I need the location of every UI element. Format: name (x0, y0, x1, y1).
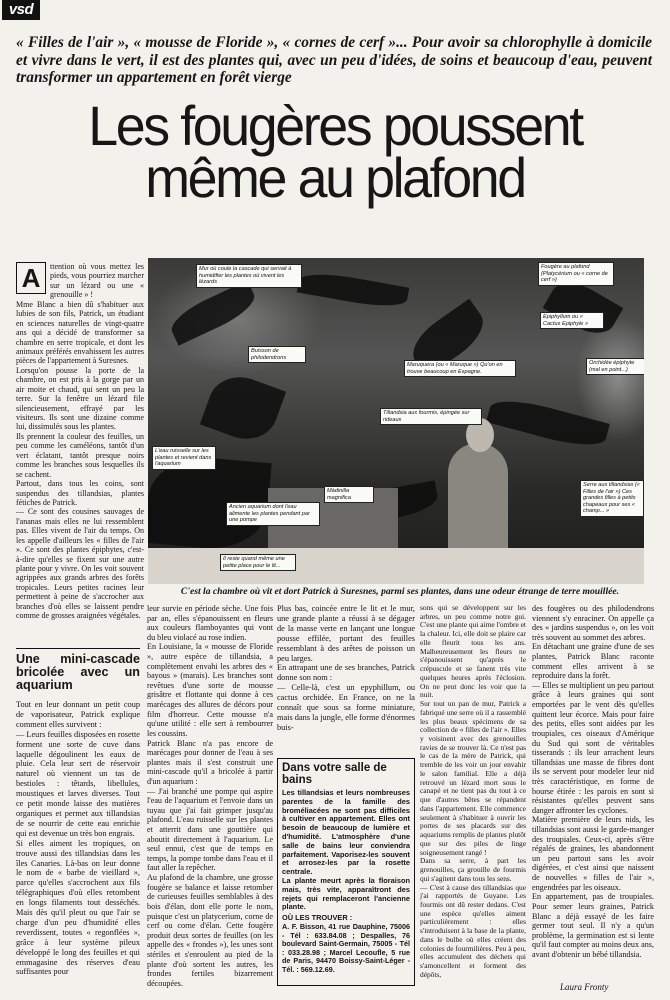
headline-line-1: Les fougères poussent (88, 94, 582, 157)
section-subhead: Une mini-cascade bricolée avec un aquarium (16, 648, 140, 692)
article-column-2 (147, 604, 273, 988)
column-4-paragraph: En détachant une graine d'une de ses plantes, Patrick Blanc raconte comment elles arrivent à se reproduire dans la forêt. (532, 642, 654, 681)
column-1-paragraph: Ils prennent la couleur des feuilles, un peu comme les caméléons, tantôt d'un vert éclatant, tantôt presque noirs comme les branches sous lesquelles ils se cachent. (16, 431, 144, 479)
article-column-2b (277, 604, 415, 733)
column-2b-paragraph: Plus bas, coincée entre le lit et le mur, une grande plante a réussi à se dégager de la masse verte en lançant une longue pousse effilée, portant des feuilles ressemblant à des arêtes de poisson un peu larges. (277, 604, 415, 663)
article-column-1 (16, 262, 144, 621)
column-2-paragraph: Patrick Blanc n'a pas encore de marécages pour donner de l'eau à ses plantes mais il s'est construit une mini-cascade qu'il a bricolée à partir d'un aquarium : (147, 738, 273, 786)
article-deck: « Filles de l'air », « mousse de Floride », « cornes de cerf »... Pour avoir sa chlorophylle à domicile et vivre dans le vert, il est des plantes qui, avec un peu d'idées, de soins et beaucoup d'eau, peuvent transformer un appartement en forêt vierge (16, 34, 652, 86)
sidebar-box-title: Dans votre salle de bains (282, 762, 387, 786)
photo-caption: C'est la chambre où vit et dort Patrick à Suresnes, parmi ses plantes, dans une odeur étrange de terre mouillée. (180, 586, 620, 597)
column-4-paragraph: En appartement, pas de troupiales. Pour semer leurs graines, Patrick Blanc a déjà essayé de les faire germer tout seul. Il n'y a qu'un problème, la germination est si lente qu'il faut compter au moins deux ans, avant d'obtenir un bébé tillandsia. (532, 892, 654, 959)
photo-label-lit: Il reste quand même une petite place pour le lit... (220, 554, 296, 571)
column-1-lower-paragraph: Tout en leur donnant un petit coup de vaporisateur, Patrick explique comment elles survivent : (16, 700, 140, 729)
column-2-paragraph: Au plafond de la chambre, une grosse fougère se balance et laisse retomber de curieuses feuilles semblables à des bois d'élan, dont elle porte le nom, puisque c'est un platycerium, corne de cerf ou corne d'élan. Cette fougère produit deux sortes de feuilles (on les appelle des « frondes »), les unes sont stériles et s'enroulent au pied de la plante d'où sortent les autres, les frondes fertiles bizarrement découpées. (147, 873, 273, 988)
headline-line-2: même au plafond (145, 146, 525, 209)
column-3-paragraph: sons qui se développent sur les arbres, un peu comme notre gui. C'est une plante qui aime l'ombre et la chaleur. Ici, elle doit se plaire car elle fleurit tous les ans. Malheureusement les fleurs ne s'épanouissent qu'après le crépuscule et se fanent très vite quelques heures après l'éclosion. On ne peut donc les voir que la nuit. (420, 603, 526, 700)
sidebar-box (277, 758, 415, 986)
drop-cap: A (16, 262, 46, 294)
article-headline (0, 94, 670, 209)
column-4-paragraph: — Elles se multiplient un peu partout grâce à leurs graines qui sont emportées par le vent dès qu'elles quittent leur écorce. Mais pour faire des petits, elles sont aidées par les troupiales, ces oiseaux d'Amérique du Sud qui sont de véritables tisserands : ils leur arrachent leurs tillandsias une masse de fibres dont ils se servent pour modeler leur nid très caractéristique, en forme de bourse étirée : les parois en sont si résistantes qu'elles peuvent sans danger affronter les cyclones. (532, 680, 654, 815)
photo-label-serre: Serre aux tillandsias (« Filles de l'air ») Ces grandes filles à petits chapeaux pour ses « champ... » (580, 480, 644, 517)
column-1-paragraph: Mme Blanc a bien dû s'habituer aux lubies de son fils, Patrick, un étudiant en sciences naturelles de vingt-quatre ans qui a décidé de transformer sa chambre en serre tropicale, et dont les animaux préférés envahissent les autres pièces de l'appartement à Suresnes. (16, 299, 144, 366)
photo-label-maruquera: Maruquera (ou « Maruque ») Qu'on en trouve beaucoup en Espagne. (404, 360, 516, 377)
photo-label-madinilla: Màdinilla magnifica (324, 486, 374, 503)
photo-label-orchidee: Orchidée épiphyte (mal en point...) (586, 358, 644, 375)
photo-label-aquarium: Ancien aquarium dont l'eau alimente les plantes pendant par une pompe (226, 502, 320, 526)
sidebar-box-text: Les tillandsias et leurs nombreuses parentes de la famille des broméliacées ne sont pas difficiles à cultiver en appartement. Elles ont besoin de beaucoup de lumière et d'humidité. L'atmosphère d'une salle de bains leur conviendra parfaitement. Vaporisez-les souvent et arrosez-les par la rosette centrale. (282, 788, 410, 877)
photo-label-fougere: Fougère au plafond (Platycérium ou « corne de cerf ») (538, 262, 614, 286)
column-2b-paragraph: — Celle-là, c'est un epyphillum, ou cactus orchidée. En France, on ne la connaît que sous sa forme miniature, mais dans la jungle, elle forme d'énormes buis- (277, 683, 415, 732)
magazine-logo: vsd (2, 0, 40, 20)
column-3-paragraph: — C'est à cause des tillandsias que j'ai rapportés de Guyane. Les fourmis ont dû rester dedans. C'est une espèce qu'elles aiment particulièrement : elles s'introduisent à la base de la plante, dans le bulbe où elles créent des colonies de fourmilières. Peu à peu, elles accumulent des déchets qui s'amoncellent et forment des dépôts, (420, 882, 526, 979)
article-column-4 (532, 604, 654, 960)
column-3-paragraph: Sur tout un pan de mur, Patrick a fabriqué une serre où il a rassemblé les plus beaux spécimens de sa collection de « filles de l'air ». Elles y voisinent avec des grenouilles ravies de se trouver là. Ce n'est pas le cas de la mère de Patrick, qui tremble de les voir un jour envahir le salon familial. Elle a déjà retrouvé un lézard mort sous le canapé et ne tient pas du tout à ce que d'autres bêtes se répandent dans l'appartement. Elle commence seulement à s'habituer à ouvrir les portes de ses placards sur des aquariums remplis de plantes plutôt que sur des piles de linge soigneusement rangé ! (420, 699, 526, 857)
photo-label-eau-ruisselle: L'eau ruisselle sur les plantes et revient dans l'aquarium (152, 446, 216, 470)
column-1-paragraph: — Ce sont des cousines sauvages de l'ananas mais elles ne lui ressemblent pas. Elles vivent de l'air du temps. On les appelle d'ailleurs les « filles de l'air ». Ce sont des plantes épiphytes, c'est-à-dire qu'elles se fixent sur une autre plante pour y vivre. On les voit souvent agrippées aux grands arbres des forêts tropicales. Leurs petites racines leur permettent à peine de s'accrocher aux branches d'où elles se laissent pendre comme de grosses araignées végétales. (16, 507, 144, 621)
column-1-lower-paragraph: — Leurs feuilles disposées en rosette forment une sorte de cuve dans laquelle dégoulinent les eaux de pluie. Cela leur sert de réservoir naturel où viennent un tas de bestioles : têtards, libellules, moustiques et larves diverses. Tout ce petit monde laisse des matières organiques et permet aux tillandsias de se nourrir de cette eau enrichie qui est devenue un très bon engrais. (16, 729, 140, 838)
column-1-paragraph: Partout, dans tous les coins, sont suspendus des tillandsias, plantes fétiches de Patrick. (16, 479, 144, 507)
article-photo (148, 258, 644, 584)
photo-label-tillandsia-fourmis: Tillandsia aux fourmis, épingée sur rideaux (380, 408, 482, 425)
sidebar-box-addresses: A. F. Bisson, 41 rue Dauphine, 75006 - Tél : 633.84.08 ; Despalles, 76 boulevard Saint-Germain, 75005 - Tél : 033.28.98 ; Marcel Lecoufle, 5 rue de Paris, 94470 Boissy-Saint-Léger - Tél. : 569.12.69. (282, 921, 410, 974)
intro-paragraph: ttention où vous mettez les pieds, vous pourriez marcher sur un lézard ou une « grenouille » ! (50, 262, 144, 300)
sidebar-box-where: OÙ LES TROUVER : (282, 913, 353, 923)
column-2-paragraph: — J'ai branché une pompe qui aspire l'eau de l'aquarium et l'envoie dans un tuyau que j'ai fait grimper jusqu'au plafond. L'eau ruisselle sur les plantes et atterrit dans une gouttière qui aboutit directement à l'aquarium. Le seul ennui, c'est que de temps en temps, la pompe tombe dans l'eau et il faut aller la repêcher. (147, 786, 273, 873)
column-3-paragraph: Dans sa serre, à part les grenouilles, ça grouille de fourmis qui s'agitent dans tous les sens. (420, 856, 526, 883)
article-column-3 (420, 604, 526, 980)
column-1-lower-paragraph: Si elles aiment les tropiques, on trouve aussi des tillandsias dans les îles Canaries. Là-bas on leur donne le nom de « barbe de vieillard », parce qu'elles s'accrochent aux fils télégraphiques d'où elles retombent en longs filaments tout desséchés. Mais dès qu'il pleut ou que l'air se charge d'un peu d'humidité elles reverdissent, toutes « regonflées », grâce à leur système pileux développé le long des feuilles et qui emmagasine des réserves d'eau suffisantes pour (16, 838, 140, 977)
column-2-paragraph: leur survie en période sèche. Une fois par an, elles s'épanouissent en fleurs aux couleurs flamboyantes qui vont du bleu violacé au rose indien. (147, 604, 273, 642)
photo-label-epiphyllum: Epiphyllum ou « Cactus Epiphyle » (540, 312, 604, 329)
photo-label-philodendrons: Buisson de philodendrons (248, 346, 306, 363)
column-2-paragraph: En Louisiane, la « mousse de Floride », autre espèce de tillandsia, a complètement envahi les arbres des « bayous » (marais). Les branches sont revêtues d'une sorte de mousse grisâtre et flottante qui donne à ces marécages des allures de décors pour film d'horreur. Cette mousse n'a qu'une utilité : elle sert à rembourrer les coussins. (147, 642, 273, 738)
column-4-paragraph: des fougères ou des philodendrons viennent s'y enraciner. On appelle ça des « jardins suspendus », on les voit très souvent au sommet des arbres. (532, 604, 654, 642)
photo-label-cascade: Mur où coule la cascade qui servait à humidifier les plantes où vivent les lézards (196, 264, 302, 288)
column-2b-paragraph: En attrapant une de ses branches, Patrick donne son nom : (277, 663, 415, 683)
column-4-paragraph: Matière première de leurs nids, les tillandsias sont aussi le garde-manger des troupiales. Ceux-ci, après s'être régalés de graines, les abandonnent un peu partout sans les avoir digérées, et c'est ainsi que naissent de nouvelles « filles de l'air », engendrées par les oiseaux. (532, 815, 654, 892)
article-column-1-lower (16, 644, 140, 977)
column-1-paragraph: Lorsqu'on pousse la porte de la chambre, on est pris à la gorge par un air moite et chaud, qui sent un peu la terre. Sur la fenêtre un lézard file silencieusement, effrayé par les visiteurs. Ils sont une dizaine comme lui, dissimulés sous les plantes. (16, 365, 144, 432)
author-signature: Laura Fronty (560, 982, 609, 992)
sidebar-box-text-2: La plante meurt après la floraison mais, très vite, apparaîtront des rejets qui remplaceront l'ancienne plante. (282, 875, 410, 912)
